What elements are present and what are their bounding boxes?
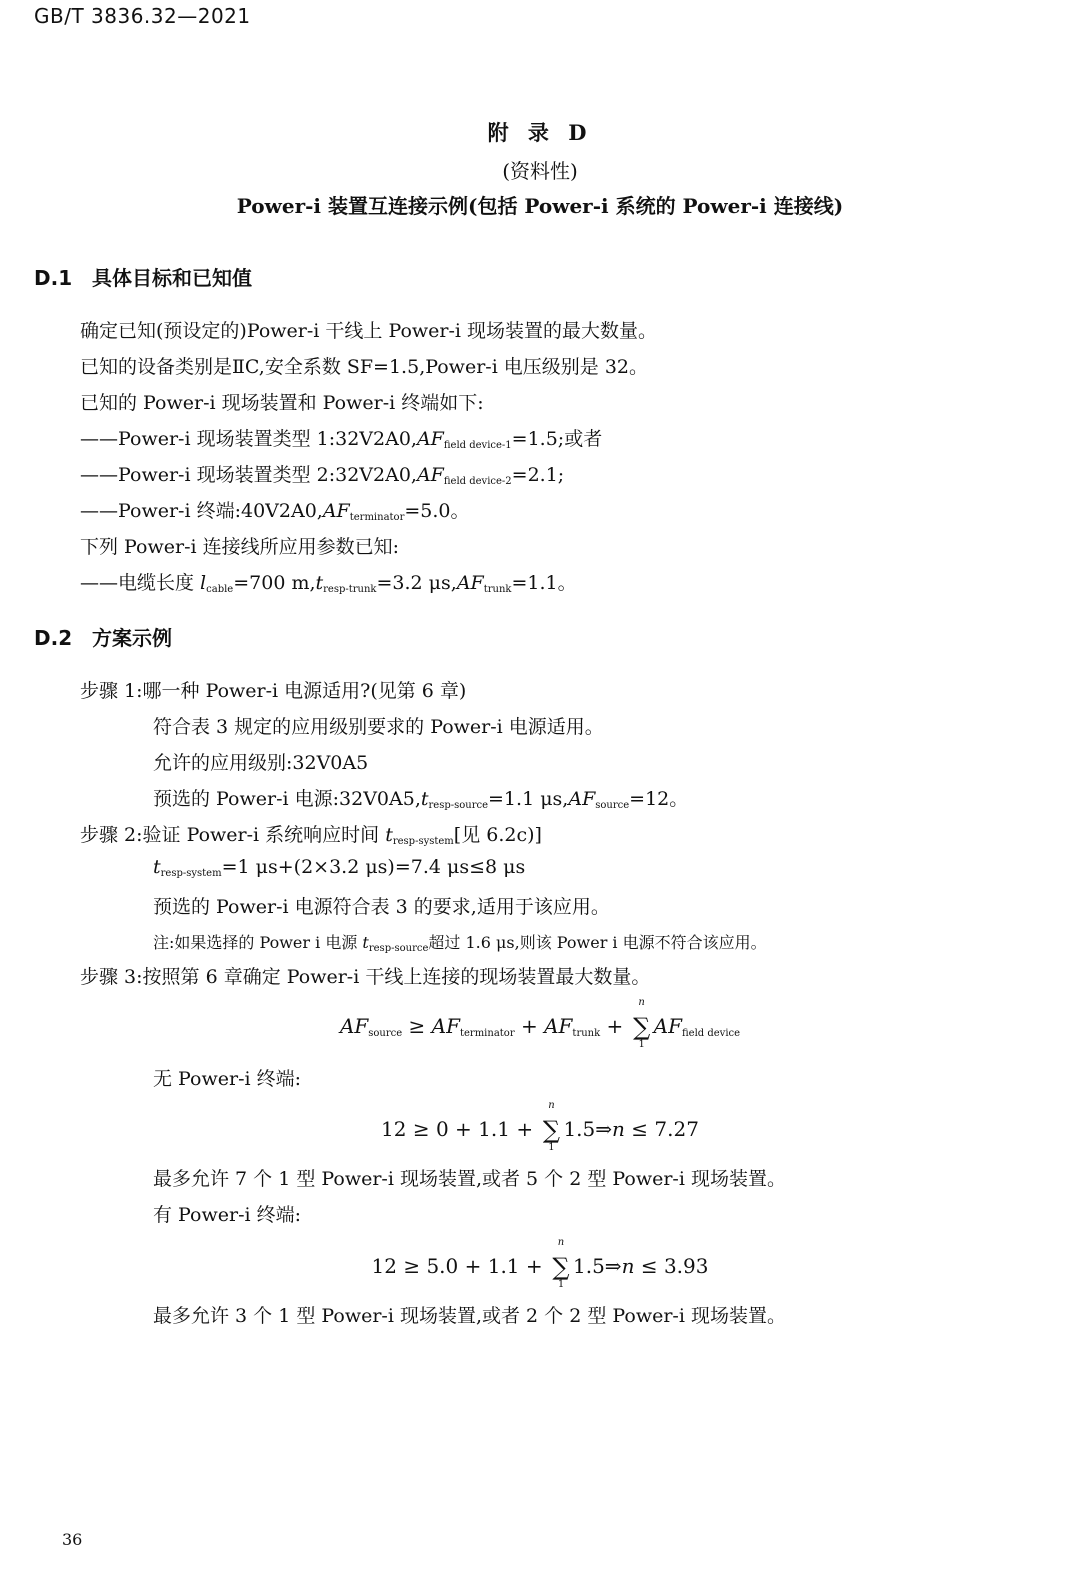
paragraph: 符合表 3 规定的应用级别要求的 Power-i 电源适用。 <box>153 716 604 738</box>
step-3: 步骤 3:按照第 6 章确定 Power-i 干线上连接的现场装置最大数量。 <box>80 966 651 988</box>
list-item: ——Power-i 终端$:40V2A0,AF_{terminator}=5.0$。 <box>80 500 470 523</box>
appendix-nature: (资料性) <box>502 159 578 183</box>
note: 注:如果选择的 Power i 电源 $t_{resp-source}$超过 1.6 μs,则该 Power i 电源不符合该应用。 <box>153 933 767 954</box>
appendix-label: 附 录 D <box>487 120 593 145</box>
paragraph: 预选的 Power-i 电源符合表 3 的要求,适用于该应用。 <box>153 896 610 918</box>
section-number: D.2 <box>34 626 73 650</box>
standard-number: GB/T 3836.32—2021 <box>34 4 251 28</box>
paragraph: 预选的 Power-i 电源$:32V0A5,t_{resp-source}=1.1$ $\mu s,AF_{source}=12$。 <box>153 788 689 811</box>
section-number: D.1 <box>34 266 73 290</box>
equation: $t_{resp-system}=1$ μs+(2×3.2 μs)=7.4 μs≤8 μs <box>153 856 526 879</box>
section-title: 方案示例 <box>92 626 172 650</box>
section-d1-heading <box>34 262 252 291</box>
formula-general: $AF_{source} \ge AF_{terminator} + AF_{trunk}$ + ∑ n 1 $AF_{field device}$ <box>339 997 741 1050</box>
sum-symbol: ∑ n 1 <box>633 997 651 1050</box>
sum-symbol: ∑ n 1 <box>552 1237 570 1290</box>
formula-with-terminator: 12 ≥ 5.0 + 1.1 + ∑ n 1 1.5⇒n ≤ 3.93 <box>371 1237 709 1290</box>
list-item: ——电缆长度 $l_{cable}=700$ $m,t_{resp-trunk}=3.2$ $\mu s,AF_{trunk}=1.1$。 <box>80 572 577 595</box>
page-number: 36 <box>62 1530 83 1549</box>
paragraph: 已知的设备类别是ⅡC,安全系数 SF=1.5,Power-i 电压级别是 32。 <box>80 356 649 378</box>
list-item: ——Power-i 现场装置类型 $2:32V2A0,AF_{field device-2}=2.1$; <box>80 464 565 487</box>
paragraph: 允许的应用级别:32V0A5 <box>153 752 369 774</box>
paragraph: 最多允许 3 个 1 型 Power-i 现场装置,或者 2 个 2 型 Power-i 现场装置。 <box>153 1305 786 1327</box>
paragraph: 确定已知(预设定的)Power-i 干线上 Power-i 现场装置的最大数量。 <box>80 320 658 342</box>
paragraph: 无 Power-i 终端: <box>153 1068 302 1090</box>
section-d2-heading <box>34 622 172 651</box>
sum-symbol: ∑ n 1 <box>542 1100 561 1153</box>
paragraph: 已知的 Power-i 现场装置和 Power-i 终端如下: <box>80 392 484 414</box>
paragraph: 有 Power-i 终端: <box>153 1204 302 1226</box>
formula-without-terminator: 12 ≥ 0 + 1.1 + ∑ n 1 1.5⇒n ≤ 7.27 <box>381 1100 699 1153</box>
paragraph: 最多允许 7 个 1 型 Power-i 现场装置,或者 5 个 2 型 Power-i 现场装置。 <box>153 1168 786 1190</box>
list-item: ——Power-i 现场装置类型 $1:32V2A0,AF_{field device-1}=1.5$;或者 <box>80 428 603 451</box>
step-2: 步骤 2:验证 Power-i 系统响应时间 $t_{resp-system}$[见 6.2c)] <box>80 824 542 847</box>
paragraph: 下列 Power-i 连接线所应用参数已知: <box>80 536 400 558</box>
section-title: 具体目标和已知值 <box>92 266 252 290</box>
step-1: 步骤 1:哪一种 Power-i 电源适用?(见第 6 章) <box>80 680 467 702</box>
appendix-title: Power-i 装置互连接示例(包括 Power-i 系统的 Power-i 连接线) <box>236 194 844 218</box>
